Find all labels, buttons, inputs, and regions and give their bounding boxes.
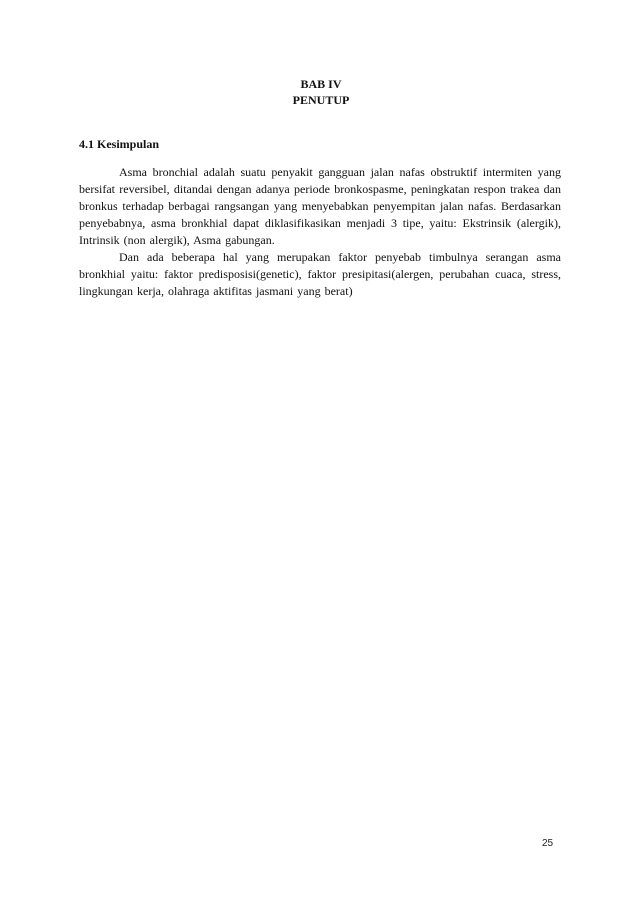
chapter-header: [0, 76, 638, 108]
paragraph-2: Dan ada beberapa hal yang merupakan faktor penyebab timbulnya serangan asma bronkhial yaitu: faktor predisposisi(genetic), faktor presipitasi(alergen, perubahan cuaca, stress, lingkungan kerja, olahraga aktifitas jasmani yang berat): [79, 250, 561, 298]
section-heading: 4.1 Kesimpulan: [79, 137, 160, 151]
chapter-label: BAB IV: [300, 77, 342, 91]
page-number: 25: [542, 838, 554, 849]
chapter-title: PENUTUP: [292, 93, 350, 107]
paragraph-1: Asma bronchial adalah suatu penyakit gangguan jalan nafas obstruktif intermiten yang bersifat reversibel, ditandai dengan adanya periode bronkospasme, peningkatan respon trakea dan bronkus terhadap berbagai rangsangan yang menyebabkan penyempitan jalan nafas. Berdasarkan penyebabnya, asma bronkhial dapat diklasifikasikan menjadi 3 tipe, yaitu: Ekstrinsik (alergik), Intrinsik (non alergik), Asma gabungan.: [79, 165, 561, 247]
